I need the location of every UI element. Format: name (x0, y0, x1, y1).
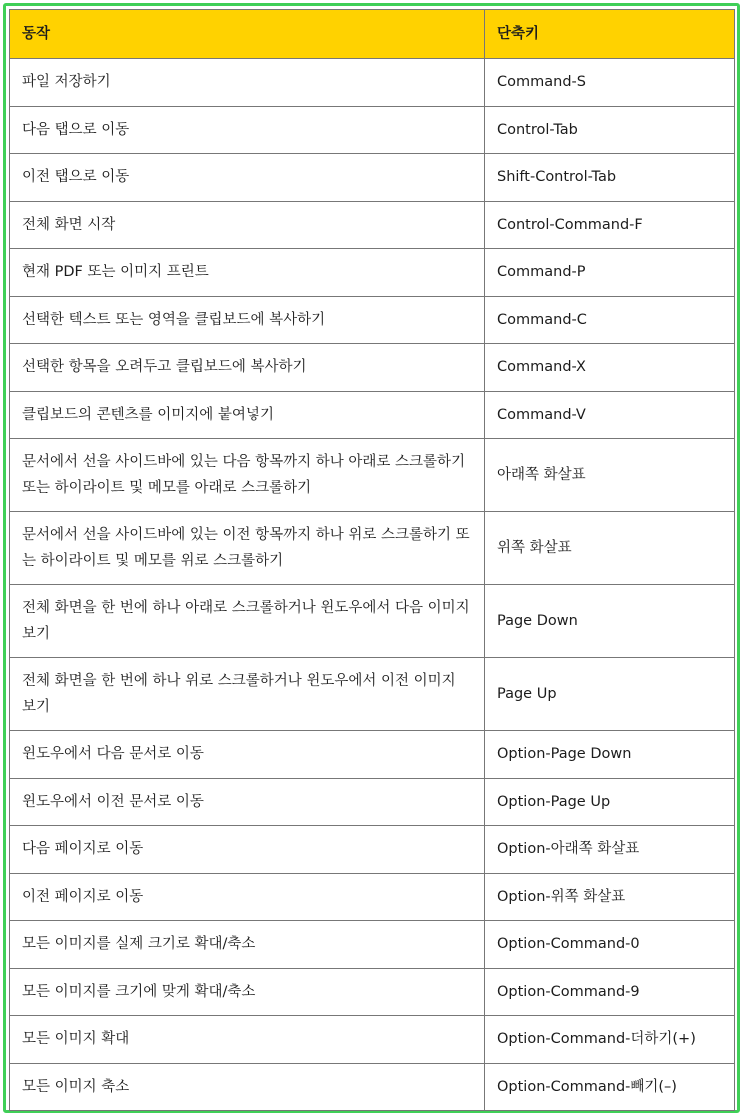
shortcut-cell: Command-S (485, 59, 735, 107)
table-row (10, 439, 735, 512)
action-cell: 문서에서 선을 사이드바에 있는 이전 항목까지 하나 위로 스크롤하기 또는 하이라이트 및 메모를 위로 스크롤하기 (10, 512, 485, 585)
shortcut-cell: Command-V (485, 391, 735, 439)
action-cell: 모든 이미지를 실제 크기로 확대/축소 (10, 921, 485, 969)
table-row (10, 658, 735, 731)
shortcut-cell: Option-Command-0 (485, 921, 735, 969)
action-cell: 모든 이미지 축소 (10, 1063, 485, 1111)
shortcut-cell: Option-Command-9 (485, 968, 735, 1016)
table-row (10, 201, 735, 249)
shortcut-cell: Option-Page Down (485, 731, 735, 779)
shortcut-cell: Command-P (485, 249, 735, 297)
action-cell: 파일 저장하기 (10, 59, 485, 107)
action-cell: 선택한 텍스트 또는 영역을 클립보드에 복사하기 (10, 296, 485, 344)
shortcut-cell: Page Down (485, 585, 735, 658)
table-row (10, 296, 735, 344)
table-row (10, 1016, 735, 1064)
table-row (10, 731, 735, 779)
shortcut-cell: Option-위쪽 화살표 (485, 873, 735, 921)
table-header-row (10, 10, 735, 59)
shortcut-table (9, 9, 735, 1111)
shortcut-cell: 위쪽 화살표 (485, 512, 735, 585)
shortcut-cell: 아래쪽 화살표 (485, 439, 735, 512)
shortcut-cell: Control-Command-F (485, 201, 735, 249)
table-frame (3, 3, 740, 1113)
shortcut-cell: Option-Page Up (485, 778, 735, 826)
action-cell: 윈도우에서 이전 문서로 이동 (10, 778, 485, 826)
action-cell: 윈도우에서 다음 문서로 이동 (10, 731, 485, 779)
table-row (10, 585, 735, 658)
shortcut-cell: Command-C (485, 296, 735, 344)
table-row (10, 59, 735, 107)
table-row (10, 106, 735, 154)
table-row (10, 344, 735, 392)
shortcut-cell: Control-Tab (485, 106, 735, 154)
action-cell: 다음 탭으로 이동 (10, 106, 485, 154)
table-row (10, 873, 735, 921)
action-cell: 이전 탭으로 이동 (10, 154, 485, 202)
table-row (10, 968, 735, 1016)
action-cell: 클립보드의 콘텐츠를 이미지에 붙여넣기 (10, 391, 485, 439)
action-cell: 전체 화면을 한 번에 하나 아래로 스크롤하거나 윈도우에서 다음 이미지 보기 (10, 585, 485, 658)
table-row (10, 1063, 735, 1111)
table-row (10, 391, 735, 439)
shortcut-cell: Option-Command-빼기(–) (485, 1063, 735, 1111)
action-cell: 모든 이미지 확대 (10, 1016, 485, 1064)
shortcut-cell: Option-아래쪽 화살표 (485, 826, 735, 874)
action-cell: 전체 화면을 한 번에 하나 위로 스크롤하거나 윈도우에서 이전 이미지 보기 (10, 658, 485, 731)
shortcut-cell: Option-Command-더하기(+) (485, 1016, 735, 1064)
action-cell: 문서에서 선을 사이드바에 있는 다음 항목까지 하나 아래로 스크롤하기 또는 하이라이트 및 메모를 아래로 스크롤하기 (10, 439, 485, 512)
table-row (10, 826, 735, 874)
action-cell: 다음 페이지로 이동 (10, 826, 485, 874)
shortcut-cell: Command-X (485, 344, 735, 392)
table-row (10, 154, 735, 202)
header-action: 동작 (10, 10, 485, 59)
shortcut-cell: Page Up (485, 658, 735, 731)
table-row (10, 921, 735, 969)
table-row (10, 778, 735, 826)
action-cell: 모든 이미지를 크기에 맞게 확대/축소 (10, 968, 485, 1016)
action-cell: 선택한 항목을 오려두고 클립보드에 복사하기 (10, 344, 485, 392)
action-cell: 전체 화면 시작 (10, 201, 485, 249)
shortcut-cell: Shift-Control-Tab (485, 154, 735, 202)
action-cell: 이전 페이지로 이동 (10, 873, 485, 921)
header-shortcut: 단축키 (485, 10, 735, 59)
action-cell: 현재 PDF 또는 이미지 프린트 (10, 249, 485, 297)
table-row (10, 512, 735, 585)
table-row (10, 249, 735, 297)
